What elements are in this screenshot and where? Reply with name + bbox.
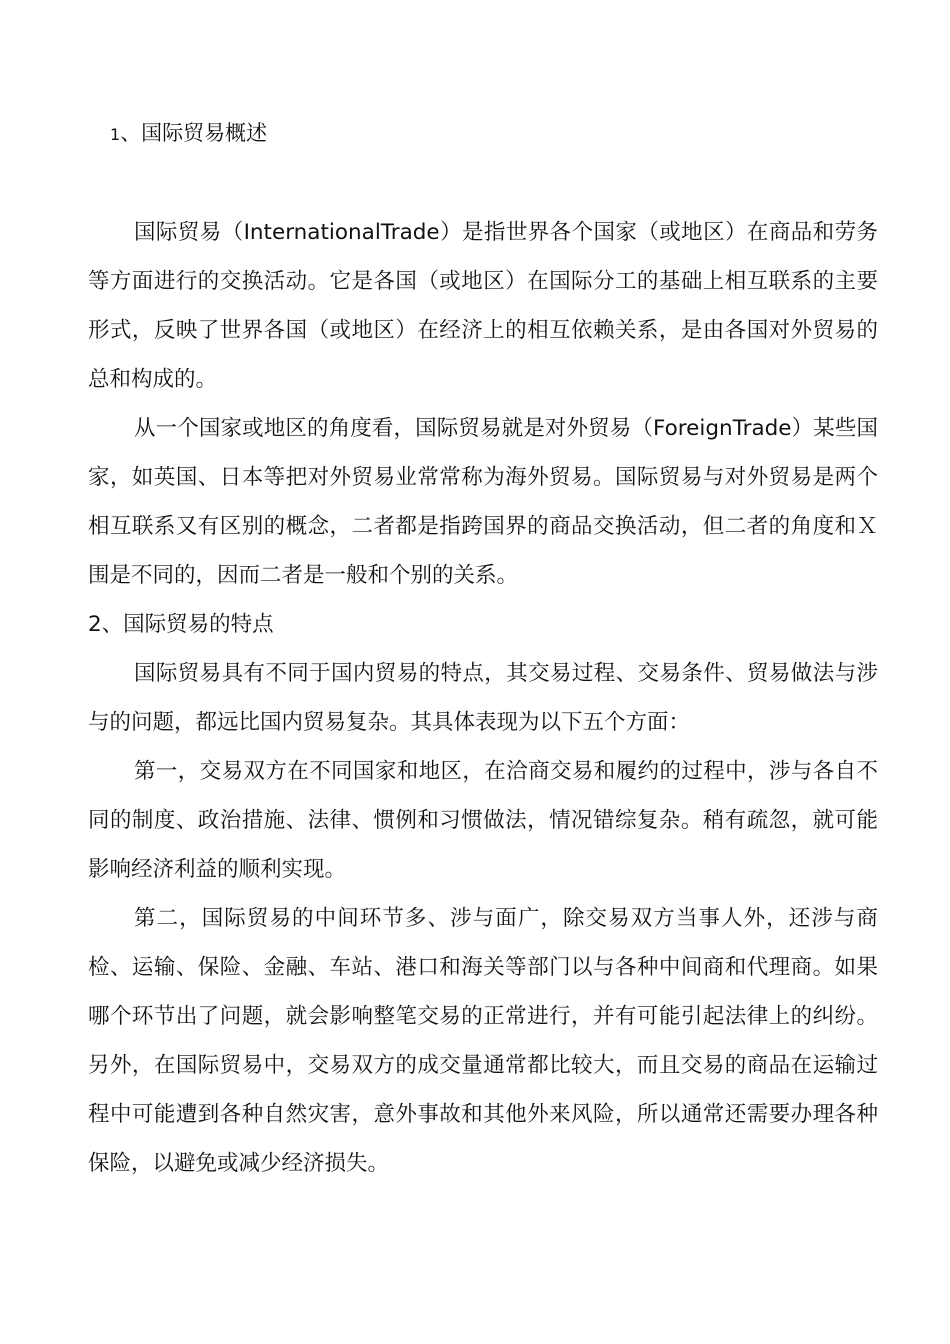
paragraph-first-point: 第一，交易双方在不同国家和地区，在洽商交易和履约的过程中，涉与各自不同的制度、政治措施、法律、惯例和习惯做法，情况错综复杂。稍有疏忽，就可能影响经济利益的顺利实现。 xyxy=(88,759,878,882)
section-2-heading: 2、国际贸易的特点 xyxy=(88,612,274,637)
paragraph-definition: 国际贸易（InternationalTrade）是指世界各个国家（或地区）在商品和劳务等方面进行的交换活动。它是各国（或地区）在国际分工的基础上相互联系的主要形式，反映了世界各国（或地区）在经济上的相互依赖关系，是由各国对外贸易的总和构成的。 xyxy=(88,220,878,392)
section-1-number: 1 xyxy=(110,125,121,144)
paragraph-characteristics-intro: 国际贸易具有不同于国内贸易的特点，其交易过程、交易条件、贸易做法与涉与的问题，都远比国内贸易复杂。其具体表现为以下五个方面： xyxy=(88,661,878,735)
paragraph-second-point: 第二，国际贸易的中间环节多、涉与面广，除交易双方当事人外，还涉与商检、运输、保险、金融、车站、港口和海关等部门以与各种中间商和代理商。如果哪个环节出了问题，就会影响整笔交易的正常进行，并有可能引起法律上的纠纷。另外，在国际贸易中，交易双方的成交量通常都比较大，而且交易的商品在运输过程中可能遭到各种自然灾害，意外事故和其他外来风险，所以通常还需要办理各种保险，以避免或减少经济损失。 xyxy=(88,906,878,1176)
section-1-title: 、国际贸易概述 xyxy=(120,121,268,145)
section-1-heading xyxy=(110,118,267,150)
paragraph-foreign-trade: 从一个国家或地区的角度看，国际贸易就是对外贸易（ForeignTrade）某些国家，如英国、日本等把对外贸易业常常称为海外贸易。国际贸易与对外贸易是两个相互联系又有区别的概念，二者都是指跨国界的商品交换活动，但二者的角度和Ｘ围是不同的，因而二者是一般和个别的关系。 xyxy=(88,416,878,588)
document-body xyxy=(88,208,878,1188)
